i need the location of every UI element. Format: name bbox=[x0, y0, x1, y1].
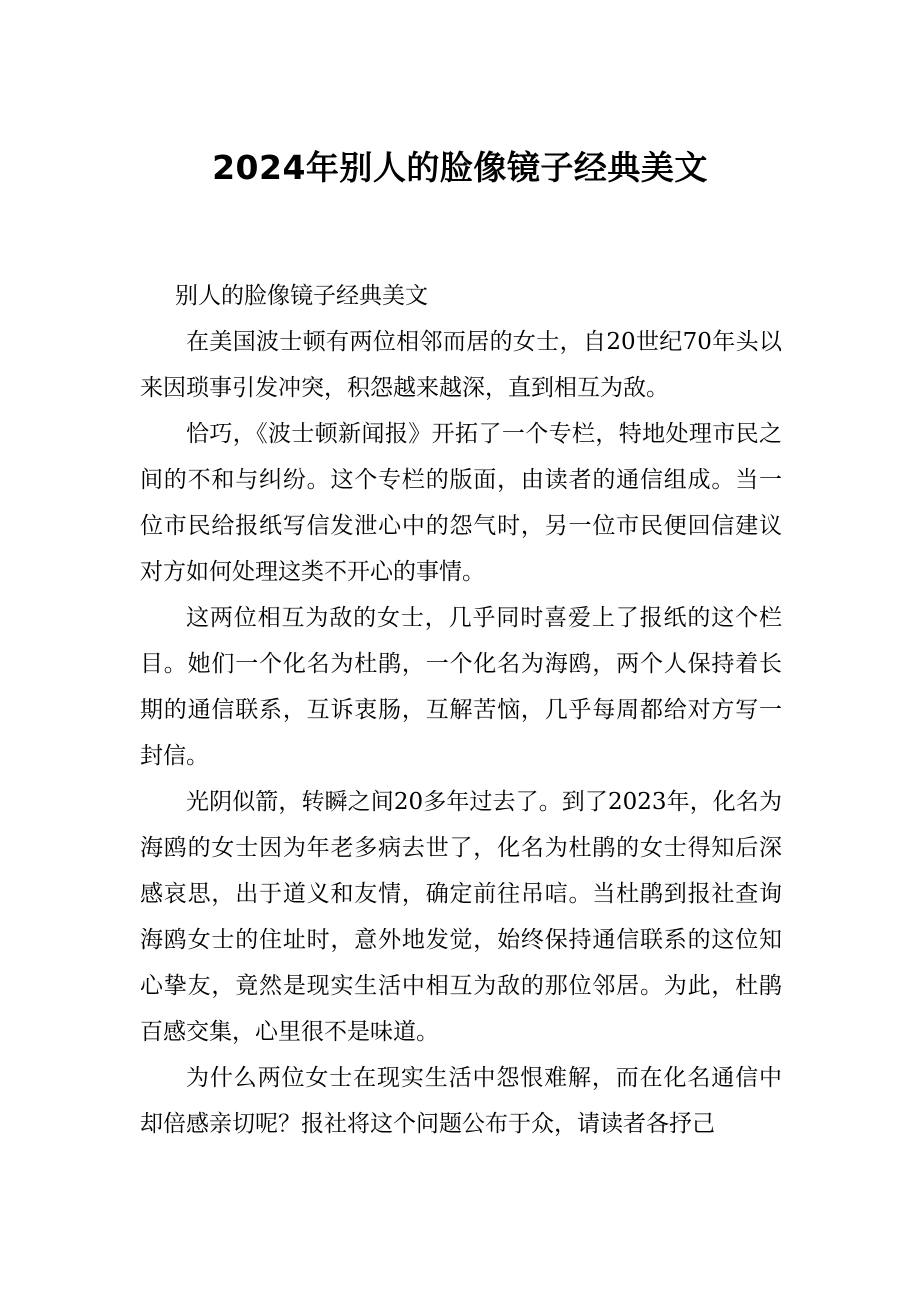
paragraph: 这两位相互为敌的女士，几乎同时喜爱上了报纸的这个栏目。她们一个化名为杜鹃，一个化名为海鸥，两个人保持着长期的通信联系，互诉衷肠，互解苦恼，几乎每周都给对方写一封信。 bbox=[140, 605, 782, 769]
paragraph: 为什么两位女士在现实生活中怨恨难解，而在化名通信中却倍感亲切呢？报社将这个问题公布于众，请读者各抒己 bbox=[140, 1065, 782, 1137]
paragraph: 恰巧，《波士顿新闻报》开拓了一个专栏，特地处理市民之间的不和与纠纷。这个专栏的版面，由读者的通信组成。当一位市民给报纸写信发泄心中的怨气时，另一位市民便回信建议对方如何处理这类不开心的事情。 bbox=[140, 421, 782, 585]
paragraph: 在美国波士顿有两位相邻而居的女士，自20世纪70年头以来因琐事引发冲突，积怨越来越深，直到相互为敌。 bbox=[140, 329, 782, 401]
document-body bbox=[140, 273, 782, 1147]
document-subtitle: 别人的脸像镜子经典美文 bbox=[175, 283, 428, 309]
page-title: 2024年别人的脸像镜子经典美文 bbox=[212, 148, 708, 187]
paragraph: 光阴似箭，转瞬之间20多年过去了。到了2023年，化名为海鸥的女士因为年老多病去世了，化名为杜鹃的女士得知后深感哀思，出于道义和友情，确定前往吊唁。当杜鹃到报社查询海鸥女士的住址时，意外地发觉，始终保持通信联系的这位知心挚友，竟然是现实生活中相互为敌的那位邻居。为此，杜鹃百感交集，心里很不是味道。 bbox=[140, 789, 782, 1045]
